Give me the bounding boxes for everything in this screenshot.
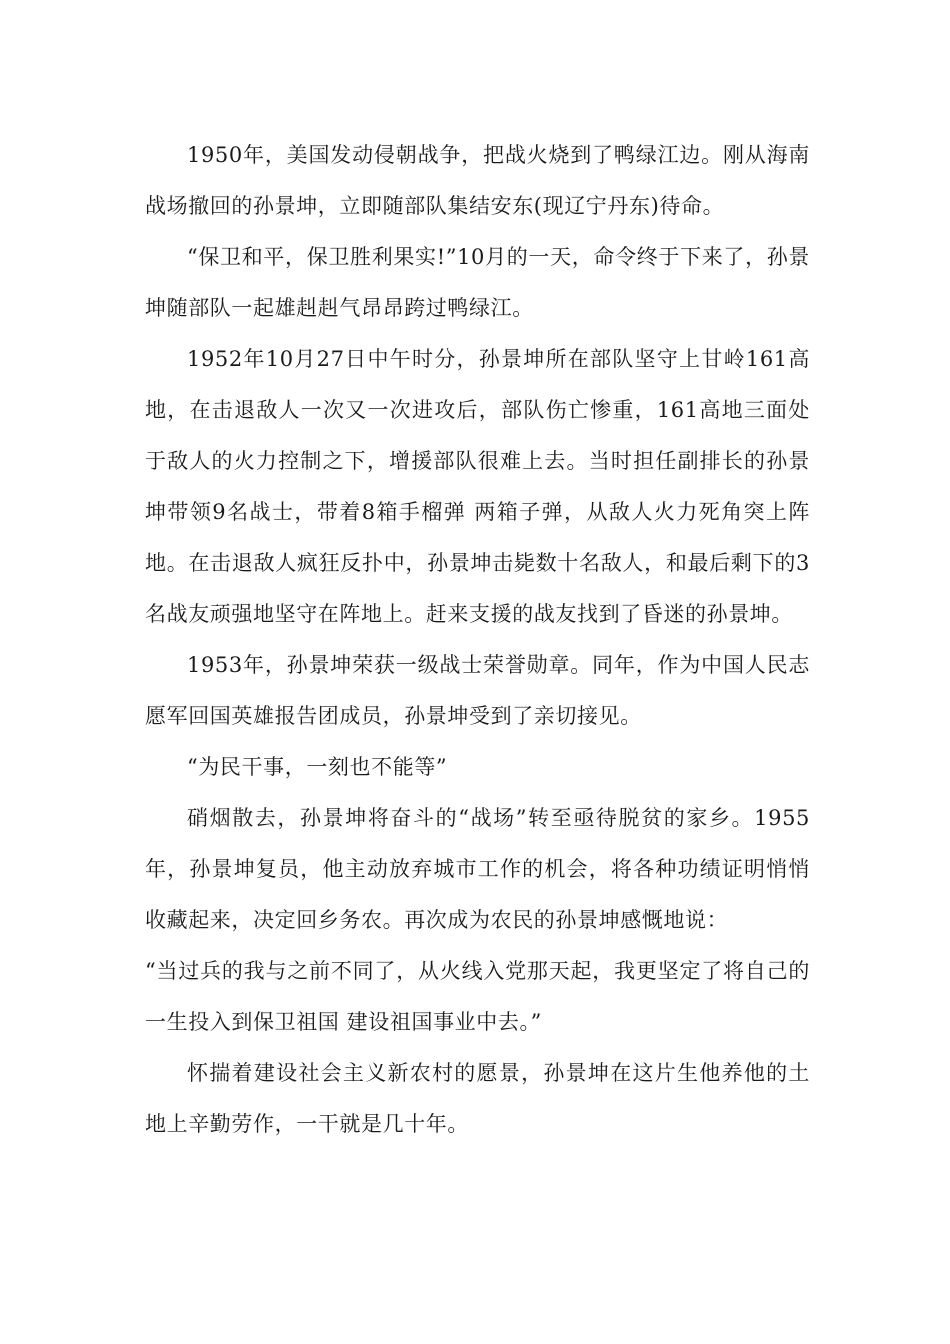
article-body <box>145 130 810 1150</box>
paragraph-3: 1952年10月27日中午时分，孙景坤所在部队坚守上甘岭161高地，在击退敌人一次又一次进攻后，部队伤亡惨重，161高地三面处于敌人的火力控制之下，增援部队很难上去。当时担任副排长的孙景坤带领9名战士，带着8箱手榴弹 两箱子弹，从敌人火力死角突上阵地。在击退敌人疯狂反扑中，孙景坤击毙数十名敌人，和最后剩下的3名战友顽强地坚守在阵地上。赶来支援的战友找到了昏迷的孙景坤。 <box>145 347 810 626</box>
paragraph-1: 1950年，美国发动侵朝战争，把战火烧到了鸭绿江边。刚从海南战场撤回的孙景坤，立即随部队集结安东(现辽宁丹东)待命。 <box>145 143 810 218</box>
section-heading: “为民干事，一刻也不能等” <box>187 755 448 779</box>
quote-paragraph: “当过兵的我与之前不同了，从火线入党那天起，我更坚定了将自己的一生投入到保卫祖国 建设祖国事业中去。” <box>145 959 810 1034</box>
paragraph-2: “保卫和平，保卫胜利果实!”10月的一天，命令终于下来了，孙景坤随部队一起雄赳赳气昂昂跨过鸭绿江。 <box>145 245 810 320</box>
paragraph-5: 硝烟散去，孙景坤将奋斗的“战场”转至亟待脱贫的家乡。1955年，孙景坤复员，他主动放弃城市工作的机会，将各种功绩证明悄悄收藏起来，决定回乡务农。再次成为农民的孙景坤感慨地说： <box>145 806 810 932</box>
paragraph-4: 1953年，孙景坤荣获一级战士荣誉勋章。同年，作为中国人民志愿军回国英雄报告团成员，孙景坤受到了亲切接见。 <box>145 653 810 728</box>
paragraph-6: 怀揣着建设社会主义新农村的愿景，孙景坤在这片生他养他的土地上辛勤劳作，一干就是几十年。 <box>145 1061 810 1136</box>
